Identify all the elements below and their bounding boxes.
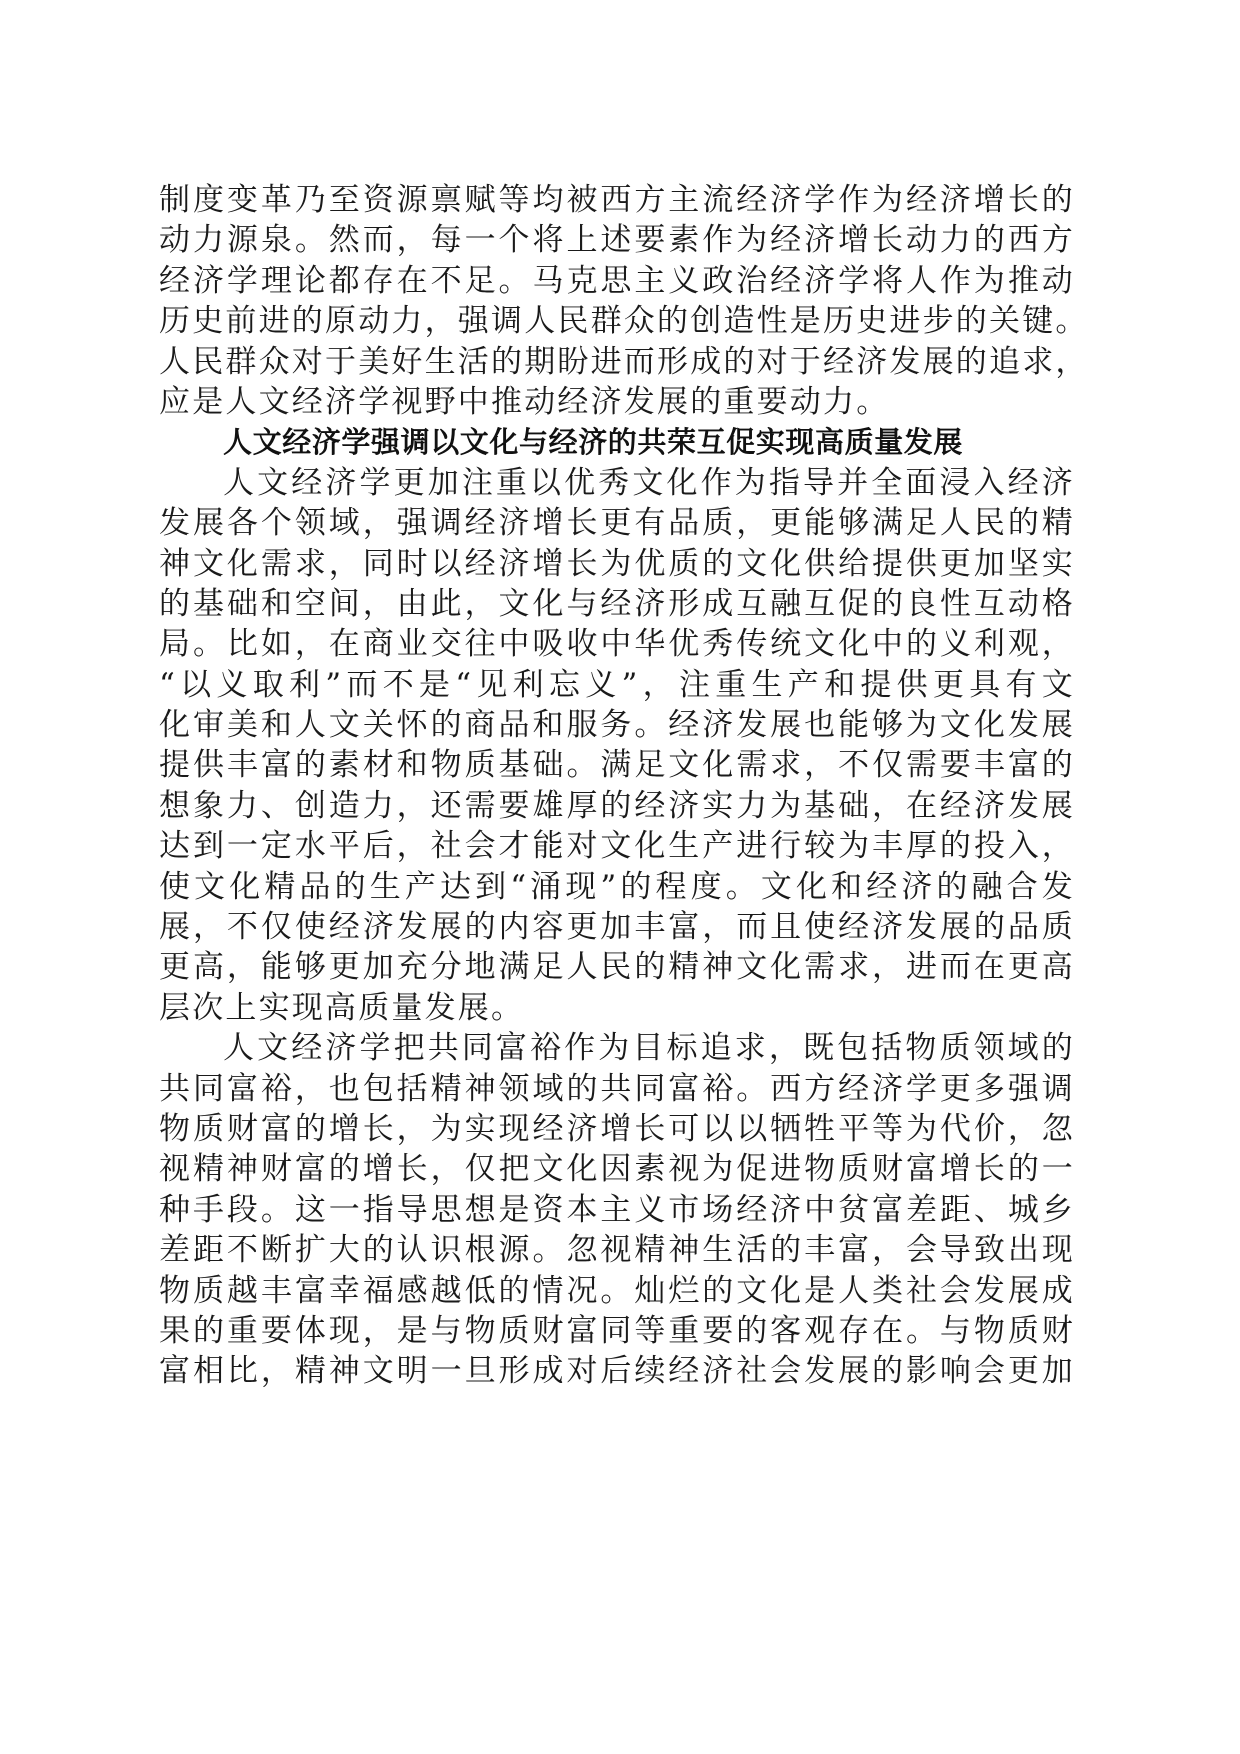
text-line: 物质财富的增长，为实现经济增长可以以牺牲平等为代价，忽	[159, 1110, 1075, 1147]
text-line: 提供丰富的素材和物质基础。满足文化需求，不仅需要丰富的	[159, 747, 1075, 784]
text-line: 果的重要体现，是与物质财富同等重要的客观存在。与物质财	[159, 1312, 1075, 1349]
text-line: 应是人文经济学视野中推动经济发展的重要动力。	[159, 383, 890, 420]
text-line: 想象力、创造力，还需要雄厚的经济实力为基础，在经济发展	[159, 787, 1075, 824]
text-line: 人文经济学更加注重以优秀文化作为指导并全面浸入经济	[223, 464, 1075, 501]
text-line: 人民群众对于美好生活的期盼进而形成的对于经济发展的追求，	[159, 343, 1089, 380]
text-line: 人文经济学把共同富裕作为目标追求，既包括物质领域的	[223, 1030, 1075, 1067]
text-line: 的基础和空间，由此，文化与经济形成互融互促的良性互动格	[159, 585, 1075, 622]
text-line: 历史前进的原动力，强调人民群众的创造性是历史进步的关键。	[159, 303, 1089, 340]
text-line: 层次上实现高质量发展。	[159, 989, 525, 1026]
text-line: 富相比，精神文明一旦形成对后续经济社会发展的影响会更加	[159, 1353, 1075, 1390]
document-body	[159, 180, 1089, 1392]
text-line: 局。比如，在商业交往中吸收中华优秀传统文化中的义利观，	[159, 626, 1075, 663]
text-line: 物质越丰富幸福感越低的情况。灿烂的文化是人类社会发展成	[159, 1272, 1075, 1309]
text-line: 经济学理论都存在不足。马克思主义政治经济学将人作为推动	[159, 262, 1075, 299]
paragraph	[159, 463, 1075, 1028]
section-heading: 人文经济学强调以文化与经济的共荣互促实现高质量发展	[223, 425, 964, 460]
text-line: 更高，能够更加充分地满足人民的精神文化需求，进而在更高	[159, 949, 1075, 986]
text-line: 共同富裕，也包括精神领域的共同富裕。西方经济学更多强调	[159, 1070, 1075, 1107]
text-line: “以义取利”而不是“见利忘义”，注重生产和提供更具有文	[159, 666, 1075, 703]
text-line: 化审美和人文关怀的商品和服务。经济发展也能够为文化发展	[159, 707, 1075, 744]
text-line: 发展各个领域，强调经济增长更有品质，更能够满足人民的精	[159, 505, 1075, 542]
paragraph-continuation	[159, 180, 1089, 422]
text-line: 动力源泉。然而，每一个将上述要素作为经济增长动力的西方	[159, 222, 1075, 259]
text-line: 使文化精品的生产达到“涌现”的程度。文化和经济的融合发	[159, 868, 1075, 905]
text-line: 种手段。这一指导思想是资本主义市场经济中贫富差距、城乡	[159, 1191, 1075, 1228]
text-line: 差距不断扩大的认识根源。忽视精神生活的丰富，会导致出现	[159, 1232, 1075, 1269]
text-line: 制度变革乃至资源禀赋等均被西方主流经济学作为经济增长的	[159, 182, 1075, 218]
text-line: 达到一定水平后，社会才能对文化生产进行较为丰厚的投入，	[159, 828, 1075, 865]
text-line: 展，不仅使经济发展的内容更加丰富，而且使经济发展的品质	[159, 909, 1075, 946]
paragraph	[159, 1028, 1075, 1392]
text-line: 神文化需求，同时以经济增长为优质的文化供给提供更加坚实	[159, 545, 1075, 582]
text-line: 视精神财富的增长，仅把文化因素视为促进物质财富增长的一	[159, 1151, 1075, 1188]
